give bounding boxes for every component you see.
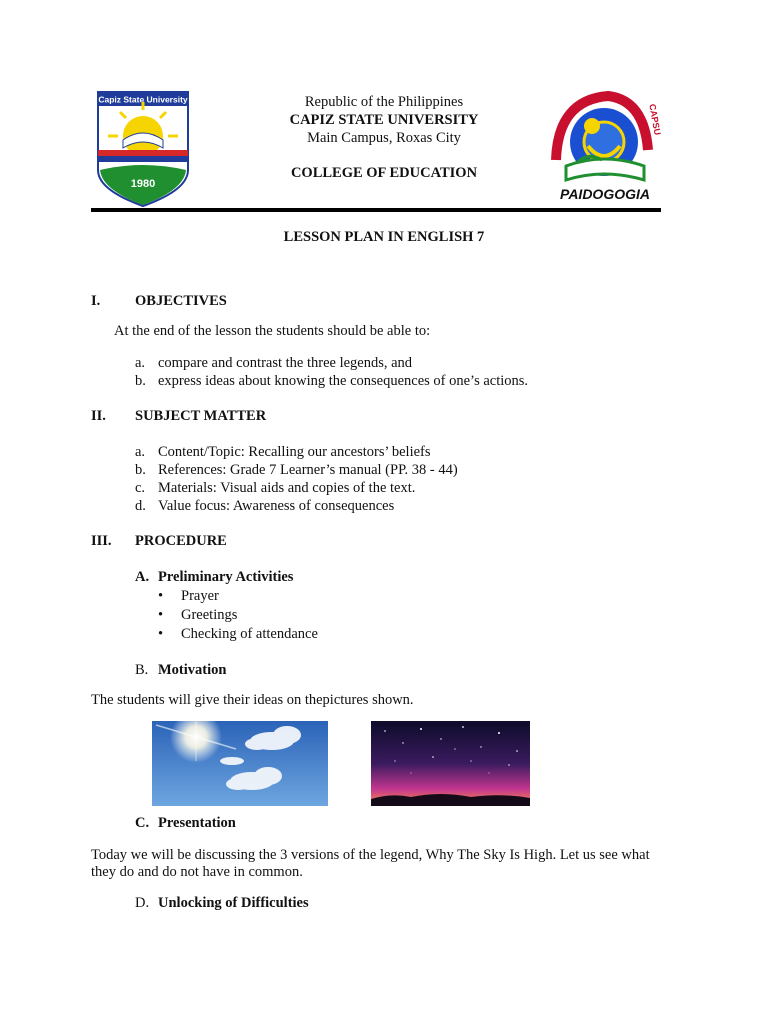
section-number: III. (91, 533, 112, 549)
campus-line: Main Campus, Roxas City (307, 130, 461, 146)
right-logo (548, 90, 662, 206)
subsection-title: Unlocking of Difficulties (158, 895, 309, 911)
list-text: Greetings (181, 607, 238, 623)
college-of-education-seal-icon (548, 90, 662, 206)
list-marker: a. (135, 444, 146, 460)
subsection-title: Presentation (158, 815, 236, 831)
university-name: CAPIZ STATE UNIVERSITY (289, 112, 479, 128)
republic-line: Republic of the Philippines (304, 94, 464, 110)
sun-clouds-icon (152, 721, 328, 806)
daytime-sky-image (152, 721, 328, 806)
left-logo (96, 90, 190, 208)
list-text: Content/Topic: Recalling our ancestors’ beliefs (158, 444, 431, 460)
list-text: compare and contrast the three legends, and (158, 355, 413, 371)
section-title: PROCEDURE (135, 533, 227, 549)
presentation-text-line-2: they do and do not have in common. (91, 864, 303, 880)
section-number: I. (91, 293, 101, 309)
subsection-marker: D. (135, 895, 150, 911)
section-title: SUBJECT MATTER (135, 408, 267, 424)
list-text: References: Grade 7 Learner’s manual (PP. 38 - 44) (158, 462, 458, 478)
list-marker: b. (135, 373, 146, 389)
starry-night-icon (371, 721, 530, 806)
subsection-title: Motivation (158, 662, 227, 678)
presentation-text-line-1: Today we will be discussing the 3 versions of the legend, Why The Sky Is High. Let us see what (91, 847, 650, 863)
motivation-text: The students will give their ideas on thepictures shown. (91, 692, 414, 708)
section-number: II. (91, 408, 106, 424)
left-logo-year: 1980 (130, 178, 156, 190)
lesson-plan-title: LESSON PLAN IN ENGLISH 7 (283, 229, 485, 245)
list-marker: c. (135, 480, 146, 496)
right-logo-bottom-text: PAIDOGOGIA (560, 186, 650, 202)
list-marker: d. (135, 498, 146, 514)
subsection-marker: B. (135, 662, 149, 678)
list-text: Checking of attendance (181, 626, 318, 642)
header-rule (91, 208, 661, 212)
list-text: Prayer (181, 588, 219, 604)
subsection-title: Preliminary Activities (158, 569, 294, 585)
list-text: express ideas about knowing the consequences of one’s actions. (158, 373, 529, 389)
list-text: Value focus: Awareness of consequences (158, 498, 395, 514)
list-marker: a. (135, 355, 146, 371)
letterhead (200, 93, 568, 182)
capsu-seal-icon (96, 90, 190, 208)
right-logo-side-text: CAPSU (647, 103, 662, 136)
subsection-marker: C. (135, 815, 150, 831)
bullet-icon: • (158, 626, 164, 642)
left-logo-banner: Capiz State University (98, 94, 188, 105)
section-title: OBJECTIVES (135, 293, 227, 309)
college-name: COLLEGE OF EDUCATION (290, 165, 478, 181)
bullet-icon: • (158, 588, 164, 604)
night-sky-image (371, 721, 530, 806)
list-text: Materials: Visual aids and copies of the text. (158, 480, 416, 496)
bullet-icon: • (158, 607, 164, 623)
subsection-marker: A. (135, 569, 150, 585)
list-marker: b. (135, 462, 146, 478)
objectives-intro: At the end of the lesson the students should be able to: (114, 323, 431, 339)
